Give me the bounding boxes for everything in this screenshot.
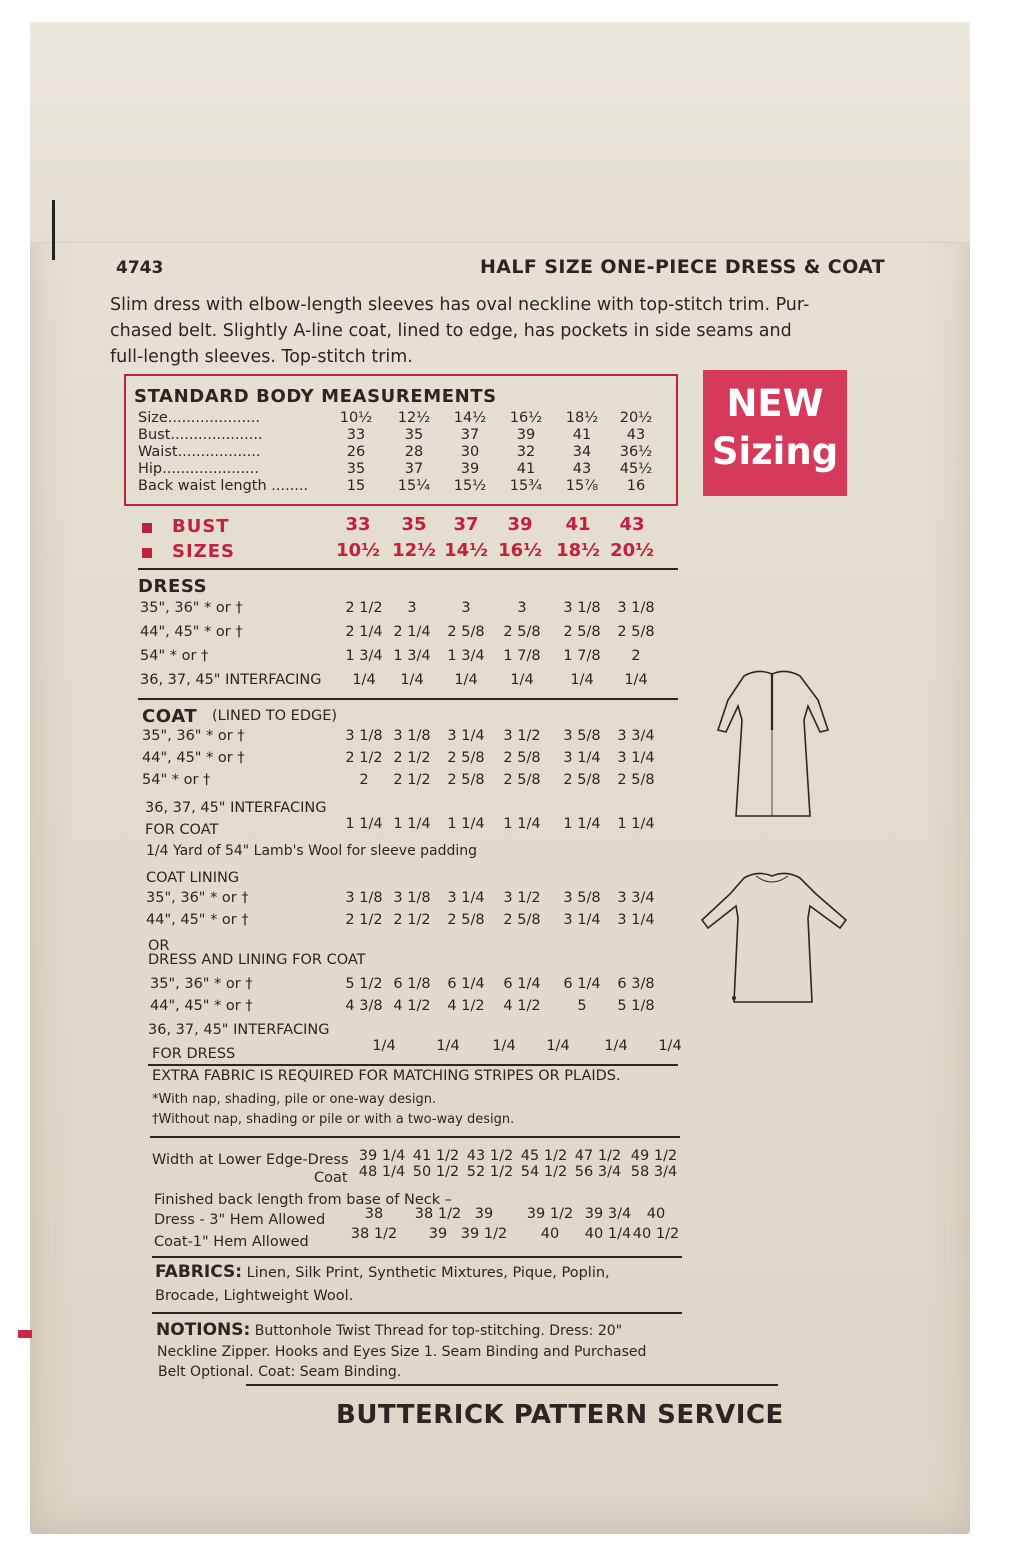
- yardage-value: 41 1/2: [412, 1148, 460, 1164]
- yardage-value: 1 3/4: [393, 648, 431, 664]
- yardage-value: 41: [516, 461, 536, 477]
- yardage-value: 3 1/8: [345, 728, 383, 744]
- footer-divider: [246, 1384, 778, 1386]
- yardage-value: 40 1/2: [632, 1226, 680, 1242]
- with-nap-note: *With nap, shading, pile or one-way design.: [152, 1092, 437, 1107]
- pattern-title: HALF SIZE ONE-PIECE DRESS & COAT: [480, 256, 886, 278]
- yardage-value: 3 5/8: [563, 890, 601, 906]
- fabrics-line-2: Brocade, Lightweight Wool.: [155, 1288, 354, 1304]
- extra-fabric-note: EXTRA FABRIC IS REQUIRED FOR MATCHING STRIPES OR PLAIDS.: [152, 1068, 621, 1084]
- yardage-value: 30: [460, 444, 480, 460]
- yardage-value: 1/4: [352, 672, 376, 688]
- yardage-value: 39 1/4: [358, 1148, 406, 1164]
- row-label: 36, 37, 45" INTERFACING: [140, 672, 322, 688]
- dress-interfacing-label-1: 36, 37, 45" INTERFACING: [148, 1022, 330, 1038]
- yardage-value: 52 1/2: [466, 1164, 514, 1180]
- yardage-value: 35: [346, 461, 366, 477]
- coat-interfacing-label-2: FOR COAT: [145, 822, 219, 838]
- yardage-value: 4 1/2: [503, 998, 541, 1014]
- divider: [148, 1064, 678, 1066]
- yardage-value: 3: [461, 600, 471, 616]
- row-label: 44", 45" * or †: [140, 624, 243, 640]
- yardage-value: 15¾: [509, 478, 543, 494]
- row-label: 35", 36" * or †: [150, 976, 253, 992]
- yardage-value: 33: [345, 514, 371, 535]
- yardage-value: 1/4: [604, 1038, 628, 1054]
- yardage-value: 12½: [392, 540, 436, 561]
- row-label: 35", 36" * or †: [140, 600, 243, 616]
- width-coat-label: Coat: [314, 1170, 348, 1186]
- divider: [150, 1136, 680, 1138]
- yardage-value: 1/4: [372, 1038, 396, 1054]
- notions-line-2: Neckline Zipper. Hooks and Eyes Size 1. Seam Binding and Purchased: [157, 1344, 647, 1360]
- yardage-value: 26: [346, 444, 366, 460]
- yardage-value: 6 1/4: [447, 976, 485, 992]
- yardage-value: 40 1/4: [584, 1226, 632, 1242]
- yardage-value: 14½: [453, 410, 487, 426]
- yardage-value: 10½: [339, 410, 373, 426]
- yardage-value: 16½: [509, 410, 543, 426]
- yardage-value: 3 1/2: [503, 890, 541, 906]
- yardage-value: 15½: [453, 478, 487, 494]
- row-label: 35", 36" * or †: [146, 890, 249, 906]
- yardage-value: 39: [507, 514, 533, 535]
- yardage-value: 16½: [498, 540, 542, 561]
- yardage-value: 6 1/4: [563, 976, 601, 992]
- yardage-value: 54 1/2: [520, 1164, 568, 1180]
- finished-dress-label: Dress - 3" Hem Allowed: [154, 1212, 326, 1228]
- row-label: 35", 36" * or †: [142, 728, 245, 744]
- yardage-value: 38 1/2: [414, 1206, 462, 1222]
- yardage-value: 40: [540, 1226, 560, 1242]
- description-line: full-length sleeves. Top-stitch trim.: [110, 347, 413, 367]
- yardage-value: 35: [404, 427, 424, 443]
- yardage-value: 38 1/2: [350, 1226, 398, 1242]
- yardage-value: 3 5/8: [563, 728, 601, 744]
- yardage-value: 39 1/2: [526, 1206, 574, 1222]
- yardage-value: 2 1/2: [393, 772, 431, 788]
- yardage-value: 2 5/8: [617, 624, 655, 640]
- yardage-value: 3 1/8: [345, 890, 383, 906]
- yardage-value: 2 5/8: [503, 912, 541, 928]
- yardage-value: 2 5/8: [563, 772, 601, 788]
- yardage-value: 1 3/4: [345, 648, 383, 664]
- yardage-value: 2 1/2: [345, 750, 383, 766]
- badge-line-1: NEW: [726, 382, 824, 425]
- yardage-value: 28: [404, 444, 424, 460]
- width-lower-edge-label: Width at Lower Edge-Dress: [152, 1152, 349, 1168]
- footer-brand: BUTTERICK PATTERN SERVICE: [336, 1400, 784, 1430]
- divider: [152, 1312, 682, 1314]
- pattern-number: 4743: [116, 258, 164, 278]
- yardage-value: 48 1/4: [358, 1164, 406, 1180]
- yardage-value: 3 1/8: [563, 600, 601, 616]
- notions-line-1: [156, 1320, 622, 1340]
- notions-line-3: Belt Optional. Coat: Seam Binding.: [158, 1364, 402, 1380]
- yardage-value: 1/4: [624, 672, 648, 688]
- yardage-value: 2 1/2: [393, 912, 431, 928]
- yardage-value: 3 1/4: [617, 912, 655, 928]
- yardage-value: 41: [565, 514, 591, 535]
- yardage-value: 3 3/4: [617, 890, 655, 906]
- yardage-value: 1/4: [400, 672, 424, 688]
- yardage-value: 38: [364, 1206, 384, 1222]
- yardage-value: 2: [359, 772, 369, 788]
- or-label: OR: [148, 938, 170, 954]
- divider: [138, 698, 678, 700]
- yardage-value: 1 1/4: [447, 816, 485, 832]
- yardage-value: 40: [646, 1206, 666, 1222]
- yardage-value: 32: [516, 444, 536, 460]
- yardage-value: 34: [572, 444, 592, 460]
- description-line: Slim dress with elbow-length sleeves has oval neckline with top-stitch trim. Pur-: [110, 295, 810, 315]
- yardage-value: 43: [626, 427, 646, 443]
- yardage-value: 43: [619, 514, 645, 535]
- yardage-value: 5 1/2: [345, 976, 383, 992]
- fabrics-label: FABRICS:: [155, 1262, 243, 1282]
- yardage-value: 49 1/2: [630, 1148, 678, 1164]
- yardage-value: 6 1/8: [393, 976, 431, 992]
- yardage-value: 3 1/4: [617, 750, 655, 766]
- fabrics-text-1: Linen, Silk Print, Synthetic Mixtures, Pique, Poplin,: [246, 1265, 610, 1281]
- coat-interfacing-label-1: 36, 37, 45" INTERFACING: [145, 800, 327, 816]
- yardage-value: 2 5/8: [447, 772, 485, 788]
- yardage-value: 39: [428, 1226, 448, 1242]
- yardage-value: 47 1/2: [574, 1148, 622, 1164]
- yardage-value: 3 1/4: [447, 890, 485, 906]
- yardage-value: 1 1/4: [617, 816, 655, 832]
- yardage-value: 15⅞: [565, 478, 599, 494]
- divider: [138, 568, 678, 570]
- yardage-value: 2 1/2: [345, 912, 383, 928]
- badge-line-2: Sizing: [711, 430, 839, 473]
- yardage-value: 2 5/8: [447, 750, 485, 766]
- yardage-value: 20½: [610, 540, 654, 561]
- coat-subtitle: (LINED TO EDGE): [212, 708, 338, 724]
- yardage-value: 2 5/8: [563, 624, 601, 640]
- dress-back-sketch: [700, 660, 850, 820]
- bust-bullet: [142, 523, 152, 533]
- yardage-value: 1/4: [492, 1038, 516, 1054]
- yardage-value: 43: [572, 461, 592, 477]
- yardage-value: 3 1/8: [393, 890, 431, 906]
- yardage-value: 2 1/4: [345, 624, 383, 640]
- row-label: 44", 45" * or †: [142, 750, 245, 766]
- yardage-value: 15¼: [397, 478, 431, 494]
- sizes-bullet: [142, 548, 152, 558]
- yardage-value: 39: [474, 1206, 494, 1222]
- notions-text-1: Buttonhole Twist Thread for top-stitching. Dress: 20": [254, 1323, 623, 1339]
- yardage-value: 5: [577, 998, 587, 1014]
- yardage-value: 3: [407, 600, 417, 616]
- yardage-value: 1 7/8: [563, 648, 601, 664]
- yardage-value: 2 5/8: [447, 624, 485, 640]
- yardage-value: 56 3/4: [574, 1164, 622, 1180]
- row-label: Bust....................: [138, 427, 263, 443]
- lambs-wool-note: 1/4 Yard of 54" Lamb's Wool for sleeve padding: [146, 843, 478, 859]
- finished-back-length-label: Finished back length from base of Neck –: [154, 1192, 453, 1208]
- yardage-value: 36½: [619, 444, 653, 460]
- yardage-value: 20½: [619, 410, 653, 426]
- yardage-value: 16: [626, 478, 646, 494]
- yardage-value: 3: [517, 600, 527, 616]
- yardage-value: 3 3/4: [617, 728, 655, 744]
- yardage-value: 37: [404, 461, 424, 477]
- dress-interfacing-label-2: FOR DRESS: [152, 1046, 236, 1062]
- new-sizing-badge: [703, 370, 847, 496]
- envelope-flap: [30, 22, 970, 243]
- without-nap-note: †Without nap, shading or pile or with a two-way design.: [152, 1112, 515, 1127]
- yardage-value: 2 1/4: [393, 624, 431, 640]
- yardage-value: 2 1/2: [393, 750, 431, 766]
- yardage-value: 18½: [556, 540, 600, 561]
- yardage-value: 3 1/4: [563, 912, 601, 928]
- yardage-value: 14½: [444, 540, 488, 561]
- yardage-value: 33: [346, 427, 366, 443]
- coat-sketch: [700, 866, 850, 1006]
- yardage-value: 1 1/4: [345, 816, 383, 832]
- finished-coat-label: Coat-1" Hem Allowed: [154, 1234, 309, 1250]
- row-label: 54" * or †: [142, 772, 211, 788]
- yardage-value: 3 1/4: [447, 728, 485, 744]
- yardage-value: 39 1/2: [460, 1226, 508, 1242]
- yardage-value: 2 5/8: [503, 772, 541, 788]
- yardage-value: 43 1/2: [466, 1148, 514, 1164]
- bust-label: BUST: [172, 516, 230, 537]
- yardage-value: 2 5/8: [447, 912, 485, 928]
- yardage-value: 2 5/8: [503, 750, 541, 766]
- yardage-value: 58 3/4: [630, 1164, 678, 1180]
- yardage-value: 50 1/2: [412, 1164, 460, 1180]
- sizes-label: SIZES: [172, 541, 235, 562]
- yardage-value: 2: [631, 648, 641, 664]
- row-label: Size....................: [138, 410, 260, 426]
- row-label: 54" * or †: [140, 648, 209, 664]
- yardage-value: 35: [401, 514, 427, 535]
- yardage-value: 2 1/2: [345, 600, 383, 616]
- row-label: Back waist length ........: [138, 478, 309, 494]
- yardage-value: 1 1/4: [563, 816, 601, 832]
- yardage-value: 39: [516, 427, 536, 443]
- yardage-value: 6 3/8: [617, 976, 655, 992]
- row-label: 44", 45" * or †: [146, 912, 249, 928]
- yardage-value: 1/4: [510, 672, 534, 688]
- row-label: 44", 45" * or †: [150, 998, 253, 1014]
- yardage-value: 1/4: [546, 1038, 570, 1054]
- dress-and-lining-title: DRESS AND LINING FOR COAT: [148, 952, 366, 968]
- dress-title: DRESS: [138, 576, 208, 597]
- yardage-value: 41: [572, 427, 592, 443]
- yardage-value: 3 1/4: [563, 750, 601, 766]
- yardage-value: 4 3/8: [345, 998, 383, 1014]
- yardage-value: 3 1/2: [503, 728, 541, 744]
- yardage-value: 6 1/4: [503, 976, 541, 992]
- yardage-value: 12½: [397, 410, 431, 426]
- row-label: Hip.....................: [138, 461, 259, 477]
- yardage-value: 4 1/2: [393, 998, 431, 1014]
- fabrics-line-1: [155, 1262, 610, 1282]
- description-line: chased belt. Slightly A-line coat, lined to edge, has pockets in side seams and: [110, 321, 792, 341]
- description: [110, 292, 860, 370]
- yardage-value: 45 1/2: [520, 1148, 568, 1164]
- yardage-value: 2 5/8: [503, 624, 541, 640]
- yardage-value: 18½: [565, 410, 599, 426]
- body-measurements-title: STANDARD BODY MEASUREMENTS: [134, 386, 497, 407]
- yardage-value: 1 3/4: [447, 648, 485, 664]
- yardage-value: 1 1/4: [503, 816, 541, 832]
- yardage-value: 1 1/4: [393, 816, 431, 832]
- coat-lining-title: COAT LINING: [146, 870, 240, 886]
- red-edge-tick: [18, 1330, 32, 1338]
- notions-label: NOTIONS:: [156, 1320, 251, 1340]
- yardage-value: 39: [460, 461, 480, 477]
- yardage-value: 37: [453, 514, 479, 535]
- yardage-value: 3 1/8: [393, 728, 431, 744]
- yardage-value: 1/4: [436, 1038, 460, 1054]
- yardage-value: 10½: [336, 540, 380, 561]
- yardage-value: 1 7/8: [503, 648, 541, 664]
- yardage-value: 1/4: [454, 672, 478, 688]
- yardage-value: 45½: [619, 461, 653, 477]
- yardage-value: 15: [346, 478, 366, 494]
- row-label: Waist..................: [138, 444, 261, 460]
- coat-title: COAT: [142, 706, 198, 727]
- yardage-value: 1/4: [658, 1038, 682, 1054]
- yardage-value: 37: [460, 427, 480, 443]
- yardage-value: 1/4: [570, 672, 594, 688]
- yardage-value: 2 5/8: [617, 772, 655, 788]
- yardage-value: 39 3/4: [584, 1206, 632, 1222]
- edge-mark: [52, 200, 55, 260]
- yardage-value: 3 1/8: [617, 600, 655, 616]
- yardage-value: 5 1/8: [617, 998, 655, 1014]
- divider: [152, 1256, 682, 1258]
- yardage-value: 4 1/2: [447, 998, 485, 1014]
